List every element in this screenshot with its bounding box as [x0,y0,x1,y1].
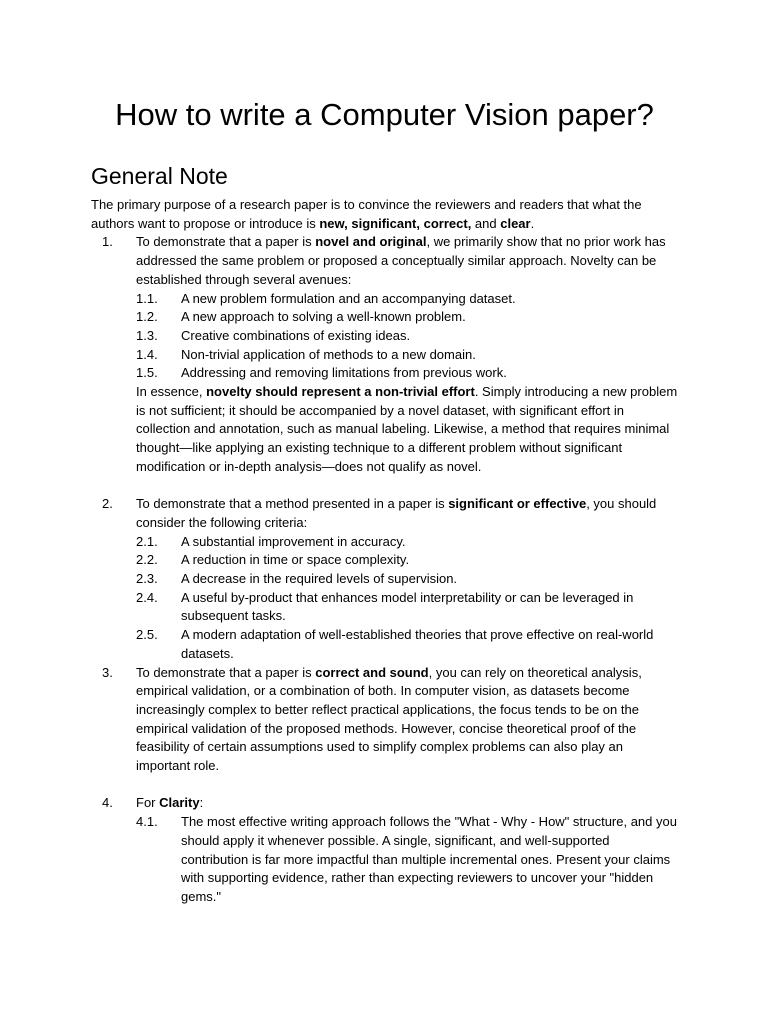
item-text: : [199,795,204,811]
sub-list-item [91,364,678,383]
sub-list-number: 1.3. [136,327,158,343]
sub-list-item [91,290,678,309]
sub-item-text: A decrease in the required levels of supervision. [181,571,458,587]
section-heading: General Note [91,163,228,189]
list-number: 3. [102,664,113,680]
item-text: To demonstrate that a paper is [136,664,316,680]
sub-list-item [91,533,678,552]
sub-list-item [91,327,678,346]
sub-item-text: A substantial improvement in accuracy. [181,533,406,549]
list-item-novelty [91,233,678,289]
blank-line [91,776,678,795]
novelty-summary-paragraph [91,383,678,477]
sub-item-text: The most effective writing approach follows the "What - Why - How" structure, and you should apply it whenever possible. A single, significant, and well-supported contribution is far more impactful than multiple incremental ones. Present your claims with supporting evidence, rather than expecting reviewers to uncover your "hidden gems." [181,814,677,904]
sub-list-item [91,626,678,663]
item-text: For [136,795,160,811]
intro-paragraph [91,196,678,233]
sub-list-item [91,589,678,626]
sub-list-item [91,570,678,589]
item-text: In essence, [136,384,207,400]
sub-list-number: 2.1. [136,533,158,549]
item-bold: novel and original [315,234,427,250]
list-number: 1. [102,234,113,250]
sub-list-number: 1.5. [136,365,158,381]
sub-item-text: Creative combinations of existing ideas. [181,327,411,343]
sub-list-number: 4.1. [136,814,158,830]
sub-list-number: 1.4. [136,346,158,362]
sub-list-number: 1.2. [136,309,158,325]
item-text: To demonstrate that a paper is [136,234,316,250]
blank-line [91,477,678,496]
sub-list-number: 2.3. [136,571,158,587]
intro-conjunction: and [471,215,501,231]
sub-list-number: 2.2. [136,552,158,568]
sub-item-text: A new problem formulation and an accompanying dataset. [181,290,516,306]
item-text: , you should consider the following criteria: [136,496,657,530]
sub-item-text: A useful by-product that enhances model interpretability or can be leveraged in subsequent tasks. [181,589,634,624]
sub-item-text: Addressing and removing limitations from previous work. [181,365,507,381]
sub-item-text: A new approach to solving a well-known problem. [181,309,466,325]
item-text: , you can rely on theoretical analysis, empirical validation, or a combination of both. In computer vision, as datasets become increasingly complex to better reflect practical applications, the focus tends to be on the empirical validation of the proposed methods. However, concise theoretical proof of the feasibility of certain assumptions used to simplify complex problems can also play an important role. [136,664,642,774]
list-number: 4. [102,795,113,811]
sub-list-item [91,551,678,570]
item-bold: significant or effective [448,496,587,512]
item-bold: Clarity [159,795,200,811]
sub-list-item [91,308,678,327]
item-text: , we primarily show that no prior work has addressed the same problem or proposed a conceptually similar approach. Novelty can be established through several avenues: [136,234,666,287]
list-item-correctness [91,664,678,776]
intro-bold-clear: clear [500,215,531,231]
list-number: 2. [102,496,113,512]
sub-list-number: 2.5. [136,627,158,643]
item-text: . Simply introducing a new problem is not sufficient; it should be accompanied by a novel dataset, with significant effort in collection and annotation, such as manual labeling. Likewise, a method that requires minimal thought—like applying an existing technique to a different problem without significant modification or in-depth analysis—does not qualify as novel. [136,384,678,474]
sub-item-text: Non-trivial application of methods to a new domain. [181,346,476,362]
sub-list-number: 2.4. [136,589,158,605]
list-item-clarity [91,794,678,813]
item-text: To demonstrate that a method presented in a paper is [136,496,449,512]
list-item-significance [91,495,678,532]
sub-item-text: A reduction in time or space complexity. [181,552,410,568]
document-title: How to write a Computer Vision paper? [115,97,654,132]
intro-bold-criteria: new, significant, correct, [319,215,472,231]
intro-period: . [530,215,535,231]
sub-item-text: A modern adaptation of well-established theories that prove effective on real-world datasets. [181,627,654,661]
item-bold: correct and sound [315,664,429,680]
sub-list-item [91,346,678,365]
sub-list-number: 1.1. [136,290,158,306]
sub-list-item [91,813,678,907]
item-bold: novelty should represent a non-trivial effort [206,384,475,400]
intro-text: The primary purpose of a research paper is to convince the reviewers and readers that what the authors want to propose or introduce is [91,197,642,231]
